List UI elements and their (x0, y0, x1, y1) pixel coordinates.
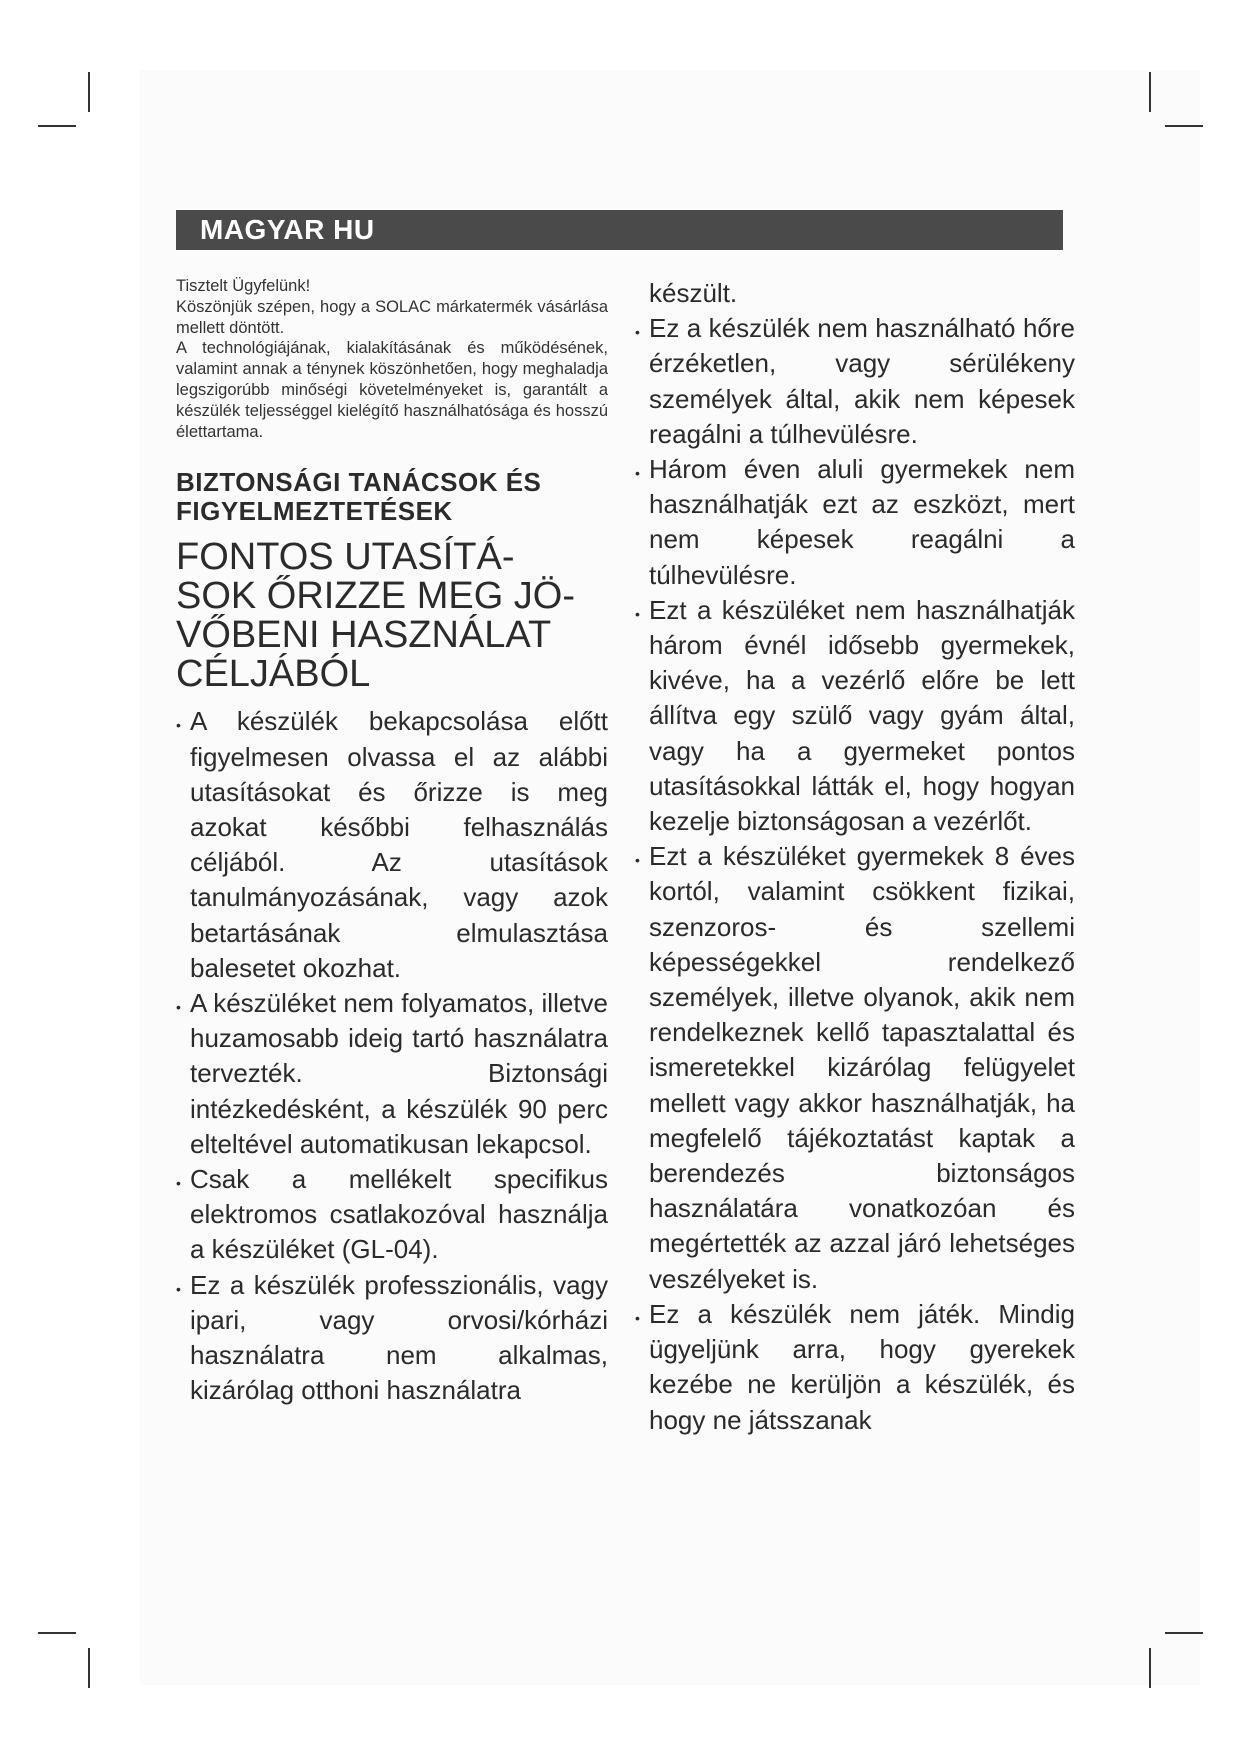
bullet-dot-icon: • (176, 1280, 181, 1297)
intro-greeting: Tisztelt Ügyfelünk! (176, 277, 311, 295)
crop-mark-bottom-left-v (88, 1648, 90, 1688)
safety-heading (176, 468, 608, 526)
list-item: • Ez a készülék professzionális, vagy ipari, vagy orvosi/kórházi használatra nem alkalmas, kizárólag otthoni használatra (176, 1269, 608, 1406)
bullet-dot-icon: • (176, 999, 181, 1015)
important-title (176, 538, 608, 694)
bullet-dot-icon: • (176, 1175, 181, 1192)
intro-body: A technológiájának, kialakításának és működésének, valamint annak a ténynek köszönhetően, hogy meghaladja legszigorúbb minőségi követelményeket is, garantált a készülék teljességgel kielégítő használhatósága és hosszú élettartama. (176, 339, 608, 441)
safety-heading-line1: BIZTONSÁGI TANÁCSOK ÉS (176, 467, 542, 498)
crop-mark-top-left-h (38, 125, 76, 127)
important-title-line4: CÉLJÁBÓL (176, 653, 371, 696)
important-title-line3: VŐBENI HASZNÁLAT (176, 614, 552, 657)
list-item: • A készüléket nem folyamatos, illetve huzamosabb ideig tartó használatra tervezték. Biztonsági intézkedésként, a készülék 90 perc elteltével automatikusan lekapcsol. (176, 988, 608, 1159)
crop-mark-top-left-v (88, 72, 90, 112)
intro-text (176, 276, 608, 442)
bullet-dot-icon: • (635, 605, 640, 622)
crop-mark-bottom-left-h (38, 1632, 76, 1634)
right-column (635, 276, 1075, 1438)
list-item: • A készülék bekapcsolása előtt figyelmesen olvassa el az alábbi utasításokat és őrizze is meg azokat későbbi felhasználás céljából. Az utasítások tanulmányozásának, vagy azok betartásának elmulasztása balesetet okozhat. (176, 706, 608, 983)
safety-heading-line2: FIGYELMEZTETÉSEK (176, 496, 453, 527)
list-item: • Ezt a készüléket nem használhatják három évnél idősebb gyermekek, kivéve, ha a vezérlő előre be lett állítva egy szülő vagy gyám által, vagy ha a gyermeket pontos utasításokkal látták el, hogy hogyan kezelje biztonságosan a vezérlőt. (635, 594, 1075, 837)
bullet-dot-icon: • (635, 852, 640, 869)
list-item: • Ez a készülék nem használható hőre érzéketlen, vagy sérülékeny személyek által, akik nem képesek reagálni a túlhevülésre. (635, 313, 1075, 449)
continuation-text: készült. (649, 278, 738, 308)
list-item: • Három éven aluli gyermekek nem használhatják ezt az eszközt, mert nem képesek reagálni a túlhevülésre. (635, 454, 1075, 590)
list-item: • Csak a mellékelt specifikus elektromos csatlakozóval használja a készüléket (GL-04). (176, 1164, 608, 1265)
bullet-dot-icon: • (176, 717, 181, 734)
left-bullet-list (176, 704, 608, 1408)
important-title-line1: FONTOS UTASÍTÁ- (176, 536, 515, 579)
bullet-dot-icon: • (635, 465, 640, 482)
crop-mark-top-right-v (1149, 72, 1151, 112)
right-bullet-list (635, 311, 1075, 1438)
bullet-dot-icon: • (635, 324, 640, 341)
intro-thanks: Köszönjük szépen, hogy a SOLAC márkatermék vásárlása mellett döntött. (176, 297, 608, 337)
bullet-dot-icon: • (635, 1309, 640, 1326)
crop-mark-bottom-right-v (1149, 1648, 1151, 1688)
language-header: MAGYAR HU (176, 210, 1063, 250)
list-item: • Ez a készülék nem játék. Mindig ügyeljünk arra, hogy gyerekek kezébe ne kerüljön a készülék, és hogy ne játsszanak (635, 1298, 1075, 1435)
important-title-line2: SOK ŐRIZZE MEG JÖ- (176, 575, 576, 618)
list-item: • Ezt a készüléket gyermekek 8 éves kortól, valamint csökkent fizikai, szenzoros- és szellemi képességekkel rendelkező személyek, illetve olyanok, akik nem rendelkeznek kellő tapasztalattal és ismeretekkel kizárólag felügyelet mellett vagy akkor használhatják, ha megfelelő tájékoztatást kaptak a berendezés biztonságos használatára vonatkozóan és megértették az azzal járó lehetséges veszélyeket is. (635, 841, 1075, 1294)
left-column (176, 276, 608, 1408)
crop-mark-top-right-h (1165, 125, 1203, 127)
crop-mark-bottom-right-h (1165, 1632, 1203, 1634)
